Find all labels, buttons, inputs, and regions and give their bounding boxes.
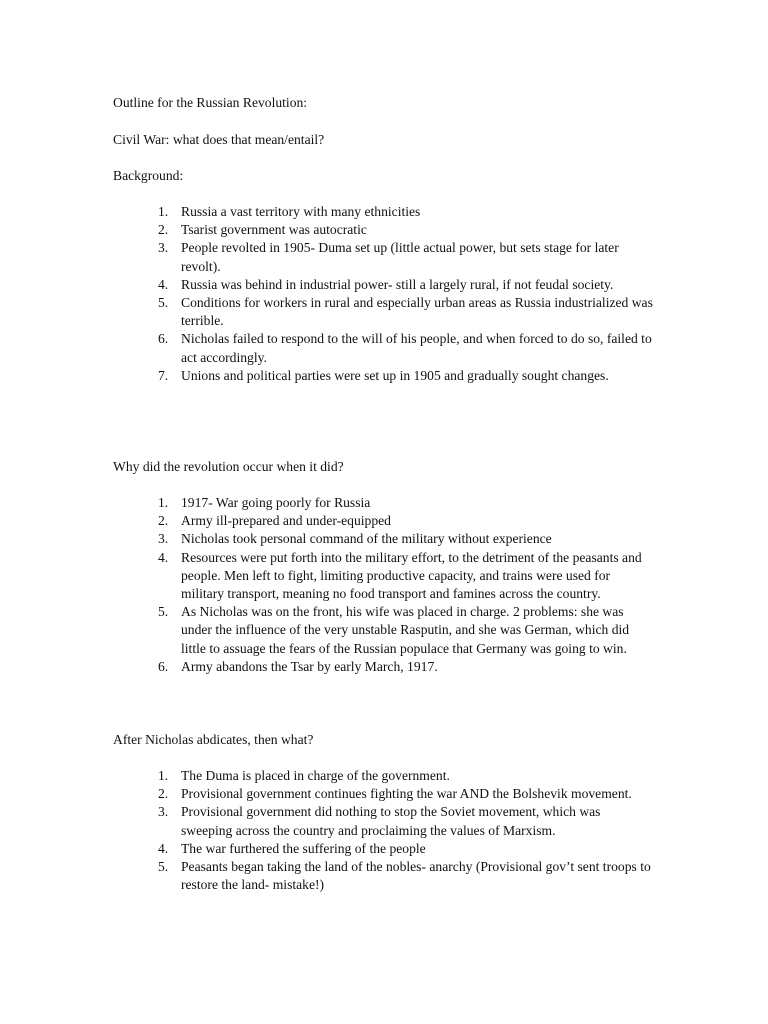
list-item [113,239,653,275]
list-number: 6. [158,331,169,347]
list-text: Provisional government did nothing to stop the Soviet movement, which was sweeping across the country and proclaiming the values of Marxism. [181,804,601,838]
list-text: Provisional government continues fighting the war AND the Bolshevik movement. [181,786,632,802]
list-number: 2. [158,513,169,529]
list-text: Nicholas took personal command of the military without experience [181,531,552,547]
list-number: 5. [158,295,169,311]
after-abdication-list [113,767,653,894]
list-item [113,803,653,839]
list-number: 6. [158,658,169,674]
list-item [113,512,653,530]
after-abdication-heading: After Nicholas abdicates, then what? [113,732,314,747]
list-item [113,276,653,294]
list-text: Resources were put forth into the military effort, to the detriment of the peasants and people. Men left to fight, limiting productive capacity, and trains were used for military transport, meaning no food transport and famines across the country. [181,549,642,602]
list-text: 1917- War going poorly for Russia [181,495,371,510]
list-item [113,530,653,548]
list-item [113,785,653,803]
list-number: 4. [158,549,169,565]
civil-war-question: Civil War: what does that mean/entail? [113,132,325,147]
list-item [113,221,653,239]
list-number: 4. [158,276,169,292]
list-number: 7. [158,367,169,383]
list-item [113,658,653,676]
list-text: Conditions for workers in rural and especially urban areas as Russia industrialized was terrible. [181,295,653,329]
list-item [113,367,653,385]
background-heading: Background: [113,168,184,183]
list-text: Army abandons the Tsar by early March, 1917. [181,658,438,674]
list-item [113,858,653,894]
list-item [113,494,653,512]
list-number: 4. [158,840,169,856]
list-number: 3. [158,531,169,547]
list-text: The war furthered the suffering of the people [181,840,426,856]
list-item [113,840,653,858]
list-text: Unions and political parties were set up in 1905 and gradually sought changes. [181,367,609,383]
list-number: 1. [158,204,169,219]
list-item [113,767,653,785]
list-number: 5. [158,859,169,875]
list-text: Tsarist government was autocratic [181,222,367,238]
list-item [113,330,653,366]
why-revolution-heading: Why did the revolution occur when it did? [113,459,344,474]
list-text: Russia was behind in industrial power- still a largely rural, if not feudal society. [181,276,614,292]
list-number: 1. [158,768,169,783]
why-revolution-list [113,494,653,676]
list-number: 2. [158,786,169,802]
list-text: Nicholas failed to respond to the will of his people, and when forced to do so, failed to act accordingly. [181,331,652,365]
list-text: The Duma is placed in charge of the government. [181,768,450,783]
list-text: Russia a vast territory with many ethnicities [181,204,421,219]
list-item [113,203,653,221]
list-number: 2. [158,222,169,238]
list-item [113,294,653,330]
list-text: People revolted in 1905- Duma set up (little actual power, but sets stage for later revolt). [181,240,619,274]
background-list [113,203,653,385]
list-number: 5. [158,604,169,620]
list-text: As Nicholas was on the front, his wife was placed in charge. 2 problems: she was under the influence of the very unstable Rasputin, and she was German, which did little to assuage the fears of the Russian populace that Germany was going to win. [181,604,630,656]
list-item [113,603,653,658]
list-number: 3. [158,804,169,820]
list-number: 3. [158,240,169,256]
list-text: Army ill-prepared and under-equipped [181,513,391,529]
list-number: 1. [158,495,169,510]
document-title: Outline for the Russian Revolution: [113,95,308,110]
list-item [113,549,653,604]
list-text: Peasants began taking the land of the nobles- anarchy (Provisional gov’t sent troops to restore the land- mistake!) [181,859,651,893]
